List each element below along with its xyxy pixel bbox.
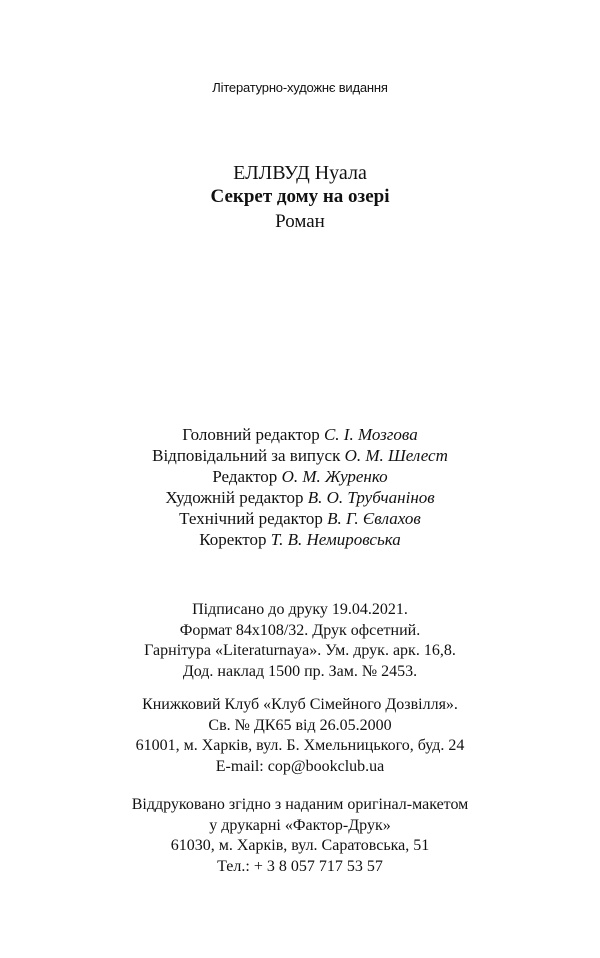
printer-line: 61030, м. Харків, вул. Саратовська, 51 bbox=[170, 837, 430, 854]
publication-line: Підписано до друку 19.04.2021. bbox=[192, 601, 408, 618]
book-subtitle: Роман bbox=[275, 211, 325, 232]
credit-role: Художній редактор bbox=[165, 488, 304, 507]
editorial-credits bbox=[0, 424, 600, 550]
credit-line bbox=[0, 508, 600, 529]
credit-role: Технічний редактор bbox=[179, 509, 323, 528]
printer-line: Віддруковано згідно з наданим оригінал-макетом bbox=[131, 796, 469, 813]
credit-role: Редактор bbox=[212, 467, 278, 486]
credit-role: Відповідальний за випуск bbox=[152, 446, 341, 465]
credit-line bbox=[0, 424, 600, 445]
publication-line: Формат 84x108/32. Друк офсетний. bbox=[179, 621, 421, 639]
genre-label: Літературно-художнє видання bbox=[212, 80, 388, 95]
credit-name: В. О. Трубчанінов bbox=[307, 488, 435, 507]
publisher-line: Книжковий Клуб «Клуб Сімейного Дозвілля». bbox=[142, 696, 458, 713]
book-title: Секрет дому на озері bbox=[210, 186, 390, 207]
credit-line bbox=[0, 529, 600, 550]
printer-line: у друкарні «Фактор-Друк» bbox=[209, 816, 391, 834]
printer-phone: Тел.: + 3 8 057 717 53 57 bbox=[217, 857, 383, 875]
printer-details bbox=[0, 795, 600, 877]
credit-line bbox=[0, 466, 600, 487]
credit-name: О. М. Журенко bbox=[281, 467, 388, 486]
credit-line bbox=[0, 487, 600, 508]
publisher-line: 61001, м. Харків, вул. Б. Хмельницького, буд. 24 bbox=[135, 737, 465, 754]
publication-line: Дод. наклад 1500 пр. Зам. № 2453. bbox=[182, 662, 418, 680]
author-name: ЕЛЛВУД Нуала bbox=[233, 162, 367, 184]
publisher-line: Св. № ДК65 від 26.05.2000 bbox=[208, 716, 392, 734]
credit-name: С. І. Мозгова bbox=[323, 425, 418, 444]
credit-role: Головний редактор bbox=[182, 425, 320, 444]
publication-details bbox=[0, 600, 600, 682]
publisher-details bbox=[0, 695, 600, 777]
credit-name: Т. В. Немировська bbox=[270, 530, 401, 549]
credit-name: О. М. Шелест bbox=[344, 446, 448, 465]
credit-line bbox=[0, 445, 600, 466]
credit-name: В. Г. Євлахов bbox=[327, 509, 421, 528]
publication-line: Гарнітура «Literaturnaya». Ум. друк. арк. 16,8. bbox=[144, 642, 456, 659]
publisher-email: E-mail: cop@bookclub.ua bbox=[215, 757, 385, 775]
credit-role: Коректор bbox=[199, 530, 267, 549]
